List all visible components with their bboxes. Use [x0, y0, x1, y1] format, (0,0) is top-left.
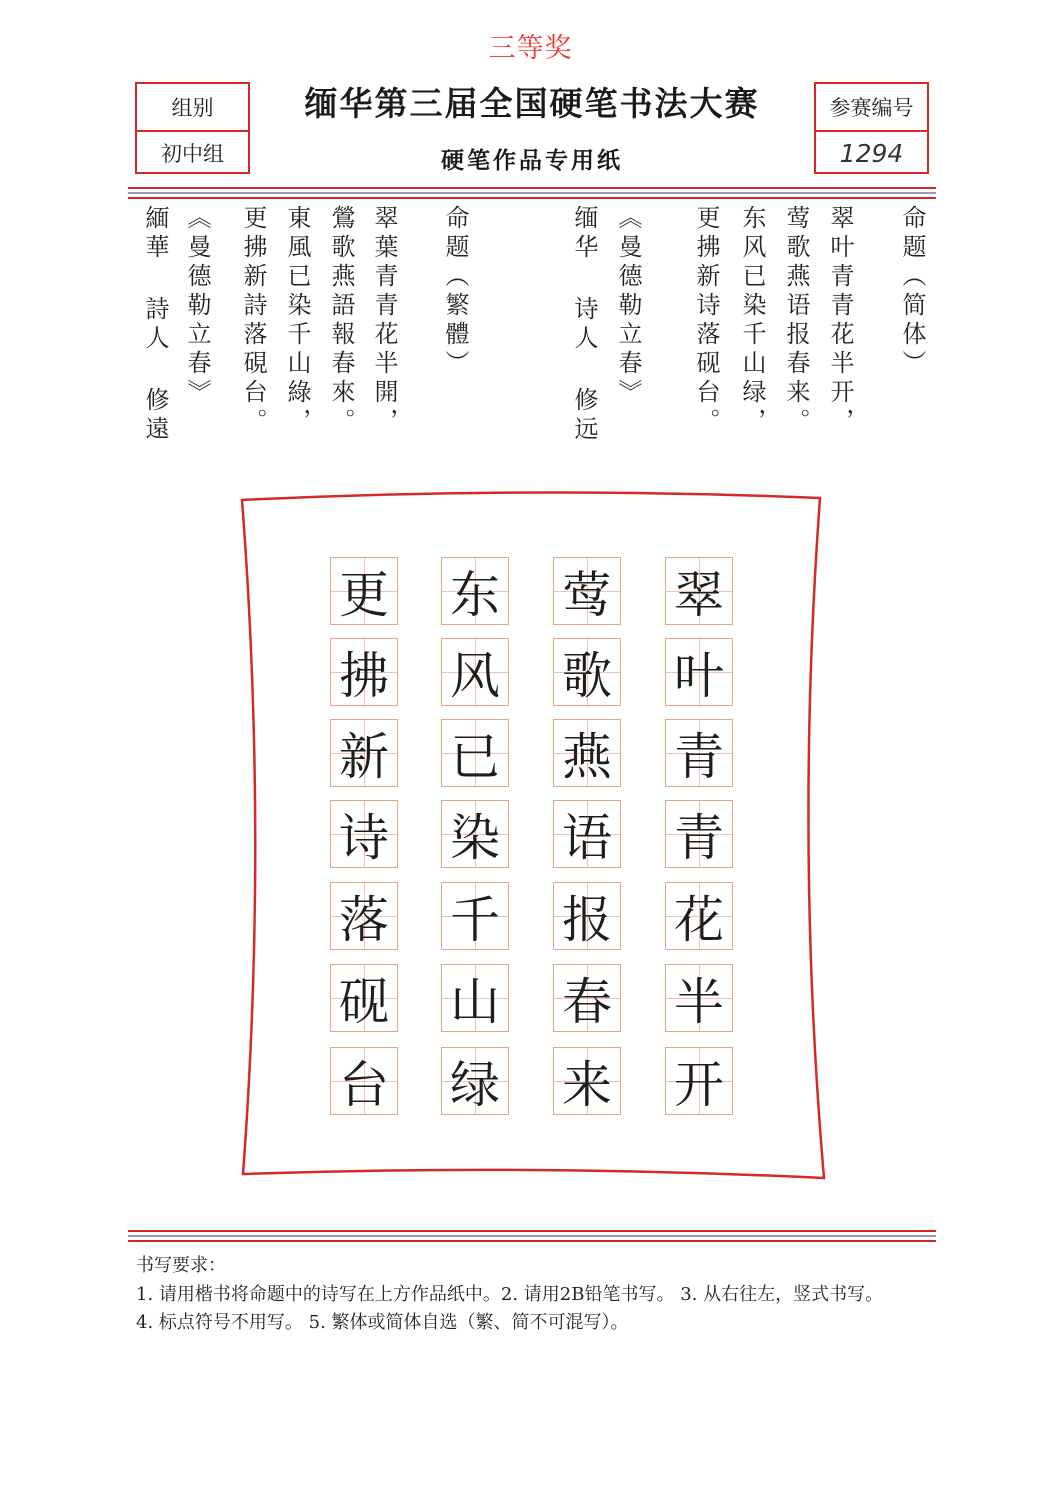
character-cell: 已	[441, 719, 509, 787]
character-cell: 诗	[330, 800, 398, 868]
character-cell: 山	[441, 964, 509, 1032]
footer-rule-top	[128, 1230, 936, 1232]
prompt-column: 東風已染千山綠，	[283, 205, 311, 437]
prompt-column: 莺歌燕语报春来。	[782, 205, 810, 437]
group-value: 初中组	[161, 142, 224, 166]
character-cell: 莺	[553, 557, 621, 625]
character-cell: 拂	[330, 638, 398, 706]
entry-id-value: 1294	[839, 138, 904, 168]
footer-rule-bottom	[128, 1240, 936, 1242]
character-cell: 语	[553, 800, 621, 868]
prompt-column: 命题（繁體）	[441, 205, 469, 379]
prompt-column: 缅华 诗人 修远	[570, 205, 598, 445]
character-cell: 更	[330, 557, 398, 625]
requirements-title: 书写要求：	[136, 1255, 226, 1276]
character-cell: 绿	[441, 1047, 509, 1115]
award-label: 三等奖	[488, 33, 573, 64]
character-cell: 台	[330, 1047, 398, 1115]
requirements-line-1: 1. 请用楷书将命题中的诗写在上方作品纸中。2. 请用2B铅笔书写。 3. 从右往左，竖式书写。	[136, 1284, 884, 1305]
character-cell: 花	[665, 882, 733, 950]
character-cell: 歌	[553, 638, 621, 706]
character-cell: 春	[553, 964, 621, 1032]
entry-id-label: 参赛编号	[816, 84, 927, 132]
character-cell: 青	[665, 800, 733, 868]
character-cell: 翠	[665, 557, 733, 625]
contest-title: 缅华第三届全国硬笔书法大赛	[304, 84, 760, 123]
prompt-column: 鶯歌燕語報春來。	[327, 205, 355, 437]
character-cell: 千	[441, 882, 509, 950]
character-cell: 落	[330, 882, 398, 950]
prompt-column: 翠葉青青花半開，	[370, 205, 398, 437]
prompt-column: 更拂新诗落砚台。	[692, 205, 720, 437]
prompt-column: 命题（简体）	[898, 205, 926, 379]
prompt-column: 《曼德勒立春》	[183, 205, 211, 408]
character-cell: 开	[665, 1047, 733, 1115]
character-cell: 燕	[553, 719, 621, 787]
prompt-column: 緬華 詩人 修遠	[141, 205, 169, 445]
character-cell: 来	[553, 1047, 621, 1115]
prompt-column: 东风已染千山绿，	[738, 205, 766, 437]
character-cell: 东	[441, 557, 509, 625]
character-cell: 染	[441, 800, 509, 868]
group-label: 组别	[137, 84, 248, 132]
prompt-column: 更拂新詩落硯台。	[239, 205, 267, 437]
character-cell: 新	[330, 719, 398, 787]
character-cell: 半	[665, 964, 733, 1032]
footer-rule-mid	[128, 1235, 936, 1237]
character-cell: 叶	[665, 638, 733, 706]
prompt-column: 《曼德勒立春》	[614, 205, 642, 408]
paper-subtitle: 硬笔作品专用纸	[441, 147, 623, 174]
character-cell: 砚	[330, 964, 398, 1032]
requirements-line-2: 4. 标点符号不用写。 5. 繁体或简体自选（繁、简不可混写）。	[136, 1312, 629, 1333]
character-cell: 风	[441, 638, 509, 706]
prompt-column: 翠叶青青花半开，	[826, 205, 854, 437]
character-cell: 报	[553, 882, 621, 950]
character-cell: 青	[665, 719, 733, 787]
